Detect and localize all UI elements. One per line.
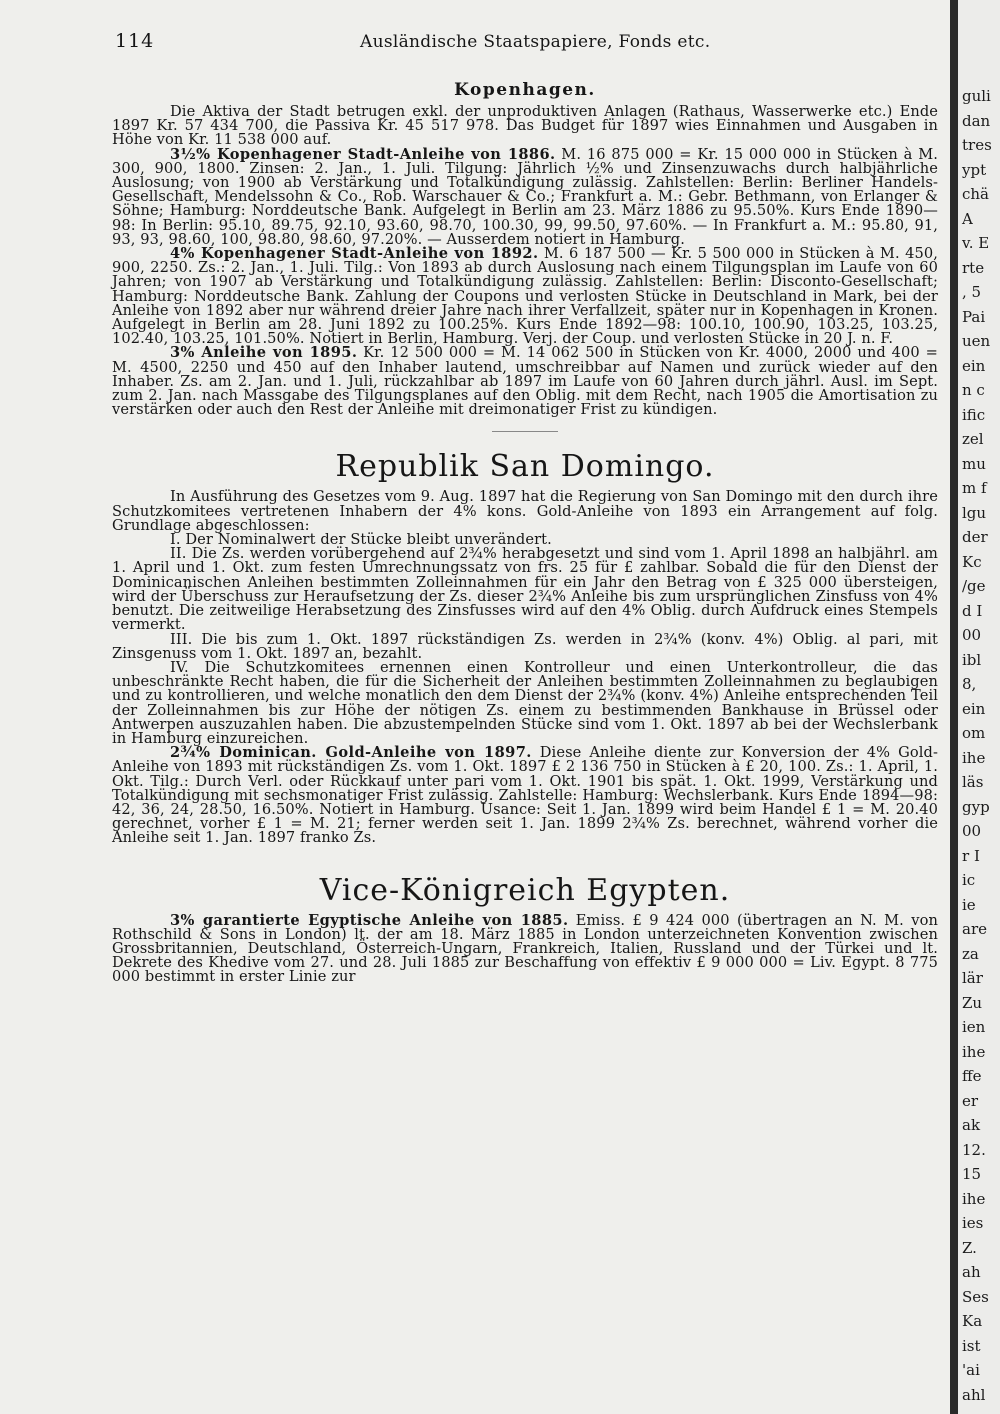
san-domingo-point-i: I. Der Nominalwert der Stücke bleibt unverändert.	[170, 531, 552, 549]
adjacent-page-fragment: v. E	[962, 234, 990, 252]
adjacent-page-fragment: 15	[962, 1165, 982, 1183]
bond-title-dominican-1897: 2¾% Dominican. Gold-Anleihe von 1897.	[170, 744, 532, 762]
adjacent-page-fragment: Pai	[962, 307, 986, 326]
adjacent-page-fragment: er	[962, 1091, 979, 1110]
adjacent-page-fragment: , 5	[962, 283, 982, 301]
adjacent-page-fragment: guli	[962, 87, 991, 105]
adjacent-page-fragment: ahl	[962, 1385, 986, 1404]
adjacent-page-fragment: 'ai	[962, 1361, 980, 1379]
page-content	[112, 80, 938, 985]
section-kopenhagen	[112, 80, 938, 417]
adjacent-page-fragment: rte	[962, 258, 985, 277]
adjacent-page-fragment: Ka	[962, 1312, 983, 1330]
san-domingo-paragraph-1897	[112, 746, 938, 845]
san-domingo-point-iii: III. Die bis zum 1. Okt. 1897 rückständigen Zs. werden in 2¾% (konv. 4%) Oblig. al pari, mit Zinsgenuss vom 1. Okt. 1897 an, bezahlt.	[112, 630, 938, 662]
adjacent-page-fragment: ihe	[962, 748, 986, 767]
adjacent-page-fragment: ihe	[962, 1189, 986, 1208]
country-title-egypten: Vice-Königreich Egypten.	[319, 872, 731, 908]
adjacent-page-fragment: om	[962, 724, 986, 742]
kopenhagen-paragraph-1892	[112, 247, 938, 346]
bond-text-1895: Kr. 12 500 000 = M. 14 062 500 in Stücken von Kr. 4000, 2000 und 400 = M. 4500, 2250 und 450 auf den Inhaber lautend, umschreibbar auf Namen und zurück wieder auf den Inhaber. Zs. am 2. Jan. und 1. Juli, rückzahlbar ab 1897 im Laufe von 60 Jahren durch jährl. Ausl. im Sept. zum 2. Jan. nach Massgabe des Tilgungsplanes auf den Oblig. mit dem Recht, nach 1905 die Amortisation zu verstärken oder auch den Rest der Anleihe mit dreimonatiger Frist zu kündigen.	[112, 344, 938, 419]
adjacent-page-fragment: läs	[962, 773, 984, 791]
adjacent-page-fragment: ibl	[962, 650, 982, 669]
section-title-kopenhagen: Kopenhagen.	[454, 80, 596, 100]
adjacent-page-fragment: /ge	[962, 577, 986, 595]
section-san-domingo	[112, 450, 938, 845]
bond-text-1886: M. 16 875 000 = Kr. 15 000 000 in Stücken à M. 300, 900, 1800. Zinsen: 2. Jan., 1. Juli. Tilgung: Jährlich ½% und Zinsenzuwachs durch halbjährliche Auslosung; von 1900 ab Verstärkung und Totalkündigung zulässig. Zahlstellen: Berlin: Berliner Handels-Gesellschaft, Mendelssohn & Co., Rob. Warschauer & Co.; Frankfurt a. M.: Gebr. Bethmann, von Erlanger & Söhne; Hamburg: Norddeutsche Bank. Aufgelegt in Berlin am 23. März 1886 zu 95.50%. Kurs Ende 1890—98: In Berlin: 95.10, 89.75, 92.10, 93.60, 98.70, 100.30, 99, 99.50, 97.60%. — In Frankfurt a. M.: 95.80, 91, 93, 93, 98.60, 100, 98.80, 98.60, 97.20%. — Ausserdem notiert in Hamburg.	[112, 145, 938, 248]
bond-title-1895: 3% Anleihe von 1895.	[170, 344, 358, 362]
adjacent-page-fragment: der	[962, 528, 988, 546]
adjacent-page-fragment: zel	[962, 430, 984, 448]
adjacent-page-fragment: d I	[962, 601, 983, 620]
adjacent-page-fragment: n c	[962, 381, 985, 399]
section-spacer	[112, 846, 938, 874]
adjacent-page-fragment: are	[962, 920, 987, 938]
egypten-paragraph-1885	[112, 911, 939, 986]
kopenhagen-paragraph-assets: Die Aktiva der Stadt betrugen exkl. der unproduktiven Anlagen (Rathaus, Wasserwerke etc.) Ende 1897 Kr. 57 434 700, die Passiva Kr. 45 517 978. Das Budget für 1897 wies Einnahmen und Ausgaben in Höhe von Kr. 11 538 000 auf.	[112, 103, 938, 149]
adjacent-page-fragment: Kc	[962, 552, 982, 571]
adjacent-page-fragment: ic	[962, 871, 976, 889]
adjacent-page-fragment: ist	[962, 1336, 981, 1355]
adjacent-page-fragment: Zu	[962, 993, 983, 1012]
adjacent-page-fragment: mu	[962, 454, 986, 473]
adjacent-page-fragment: r I	[962, 846, 980, 865]
adjacent-page-fragment: ffe	[962, 1067, 982, 1085]
adjacent-page-fragment: 00	[962, 822, 982, 840]
adjacent-page-fragment: A	[962, 209, 973, 228]
adjacent-page-fragment: ein	[962, 699, 986, 718]
adjacent-page-fragment: ak	[962, 1116, 981, 1134]
kopenhagen-paragraph-1886	[112, 145, 938, 248]
adjacent-page-fragment: gyp	[962, 797, 990, 816]
adjacent-page-fragment: Ses	[962, 1287, 989, 1306]
adjacent-page-fragment: tres	[962, 136, 992, 154]
adjacent-page-fragment: 8,	[962, 675, 977, 693]
section-egypten	[112, 874, 938, 985]
page-gutter	[950, 0, 958, 1414]
bond-text-1892: M. 6 187 500 — Kr. 5 500 000 in Stücken à M. 450, 900, 2250. Zs.: 2. Jan., 1. Juli. Tilg.: Von 1893 ab durch Auslosung nach einem Tilgungsplan im Laufe von 60 Jahren; von 1907 ab Verstärkung und Totalkündigung zulässig. Zahlstellen: Berlin: Disconto-Gesellschaft; Hamburg: Norddeutsche Bank. Zahlung der Coupons und verlosten Stücke in Deutschland in Mark, bei der Anleihe von 1892 aber nur während dreier Jahre nach ihrer Verfallzeit, später nur in Kopenhagen in Kronen. Aufgelegt in Berlin am 28. Juni 1892 zu 100.25%. Kurs Ende 1892—98: 100.10, 100.90, 103.25, 103.25, 102.40, 103.25, 101.50%. Notiert in Berlin, Hamburg. Verj. der Coup. und verlosten Stücke in 20 J. n. F.	[112, 245, 938, 348]
adjacent-page-fragment: uen	[962, 332, 991, 350]
country-title-san-domingo: Republik San Domingo.	[335, 449, 715, 485]
bond-title-egypt-1885: 3% garantierte Egyptische Anleihe von 1885.	[170, 911, 569, 929]
adjacent-page-fragment: lär	[962, 969, 983, 987]
san-domingo-intro: In Ausführung des Gesetzes vom 9. Aug. 1897 hat die Regierung von San Domingo mit den durch ihre Schutzkomitees vertretenen Inhabern der 4% kons. Gold-Anleihe von 1893 ein Arrangement auf folg. Grundlage abgeschlossen:	[112, 488, 938, 534]
adjacent-page-edge	[958, 0, 1000, 1414]
bond-text-egypt-1885: Emiss. £ 9 424 000 (übertragen an N. M. von Rothschild & Sons in London) lt. der am 18. März 1885 in London unterzeichneten Konvention zwischen Grossbritannien, Deutschland, Österreich-Ungarn, Frankreich, Italien, Russland und der Türkei und lt. Dekrete des Khedive vom 27. und 28. Juli 1885 zur Beschaffung von effektiv £ 9 000 000 = Liv. Egypt. 8 775 000 bestimmt in erster Linie zur	[112, 911, 939, 986]
adjacent-page-fragment: za	[962, 944, 979, 963]
adjacent-page-fragment: m f	[962, 479, 987, 497]
running-head: Ausländische Staatspapiere, Fonds etc.	[360, 32, 711, 52]
adjacent-page-fragment: Z.	[962, 1238, 977, 1257]
adjacent-page-fragment: chä	[962, 185, 990, 203]
adjacent-page-fragment: ie	[962, 895, 976, 914]
bond-title-1892: 4% Kopenhagener Stadt-Anleihe von 1892.	[170, 245, 539, 263]
adjacent-page-fragment: ypt	[962, 160, 987, 179]
page-header	[115, 30, 925, 54]
page-number: 114	[115, 30, 155, 52]
adjacent-page-fragment: 00	[962, 626, 982, 644]
adjacent-page-fragment: dan	[962, 111, 991, 130]
adjacent-page-fragment: ihe	[962, 1042, 986, 1061]
adjacent-page-fragment: lgu	[962, 503, 987, 522]
adjacent-page-fragment: ien	[962, 1018, 986, 1036]
section-divider	[492, 431, 558, 432]
adjacent-page-fragment: ah	[962, 1263, 981, 1281]
adjacent-page-fragment: ies	[962, 1214, 984, 1232]
adjacent-page-fragment: ific	[962, 405, 986, 424]
adjacent-page-fragment: 12.	[962, 1140, 986, 1159]
bond-title-1886: 3½% Kopenhagener Stadt-Anleihe von 1886.	[170, 145, 556, 163]
san-domingo-point-ii: II. Die Zs. werden vorübergehend auf 2¾% herabgesetzt und sind vom 1. April 1898 an halbjährl. am 1. April und 1. Okt. zum festen Umrechnungssatz von frs. 25 für £ zahlbar. Sobald die für den Dienst der Dominicanischen Anleihen bestimmten Zolleinnahmen für ein Jahr den Betrag von £ 325 000 übersteigen, wird der Überschuss zur Heraufsetzung der Zs. dieser 2¾% Anleihe bis zum ursprünglichen Zinsfuss von 4% benutzt. Die zeitweilige Herabsetzung des Zinsfusses wird auf den 4% Oblig. durch Aufdruck eines Stempels vermerkt.	[112, 545, 938, 634]
san-domingo-point-iv: IV. Die Schutzkomitees ernennen einen Kontrolleur und einen Unterkontrolleur, die das unbeschränkte Recht haben, die für die Sicherheit der Anleihen bestimmten Zolleinnahmen zu beglaubigen und zu kontrollieren, und welche monatlich den dem Dienst der 2¾% (konv. 4%) Anleihe entsprechenden Teil der Zolleinnahmen bis zur Höhe der nötigen Zs. einem zu bestimmenden Bankhause in Brüssel oder Antwerpen auszuzahlen haben. Die abzustempelnden Stücke sind vom 1. Okt. 1897 ab bei der Wechslerbank in Hamburg einzureichen.	[112, 658, 938, 747]
adjacent-page-fragment: ein	[962, 356, 986, 375]
bond-text-dominican-1897: Diese Anleihe diente zur Konversion der 4% Gold-Anleihe von 1893 mit rückständigen Zs. vom 1. Okt. 1897 £ 2 136 750 in Stücken à £ 20, 100. Zs.: 1. April, 1. Okt. Tilg.: Durch Verl. oder Rückkauf unter pari vom 1. Okt. 1901 bis spät. 1. Okt. 1999, Verstärkung und Totalkündigung mit sechsmonatiger Frist zulässig. Zahlstelle: Hamburg: Wechslerbank. Kurs Ende 1894—98: 42, 36, 24, 28.50, 16.50%. Notiert in Hamburg. Usance: Seit 1. Jan. 1899 wird beim Handel £ 1 = M. 20.40 gerechnet, vorher £ 1 = M. 21; ferner werden seit 1. Jan. 1899 2¾% Zs. berechnet, während vorher die Anleihe seit 1. Jan. 1897 franko Zs.	[112, 744, 938, 847]
kopenhagen-paragraph-1895	[112, 346, 938, 417]
